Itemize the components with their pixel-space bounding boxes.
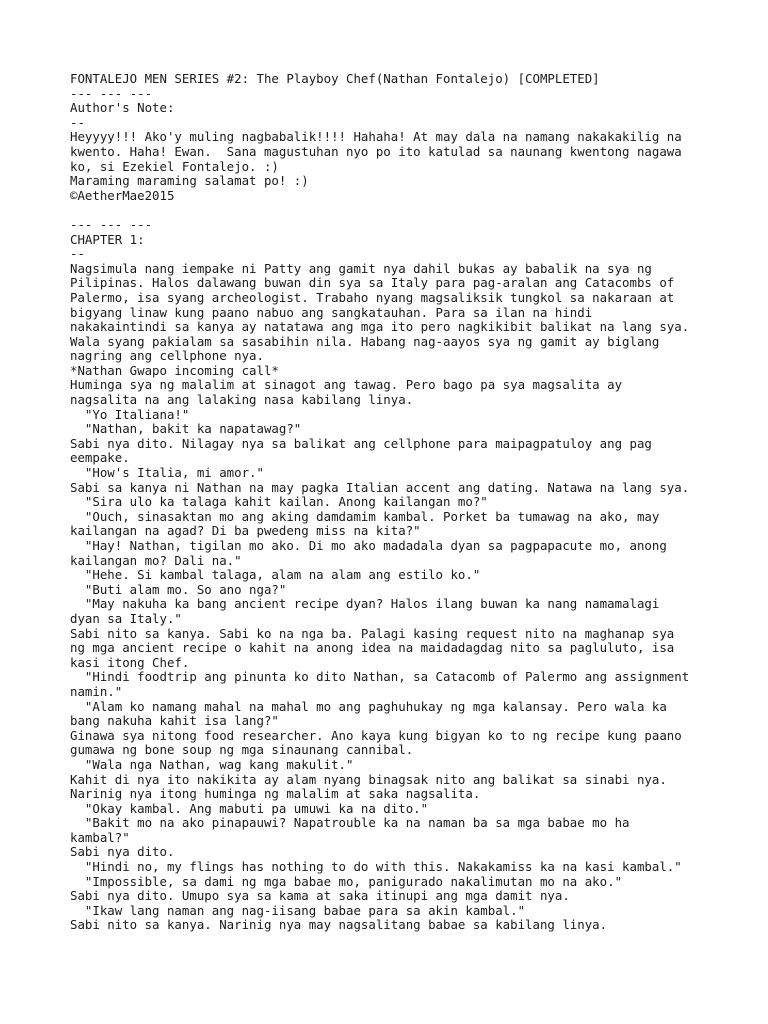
text-line: CHAPTER 1: xyxy=(70,231,145,247)
text-line: Sabi nya dito. Nilagay nya sa balikat ang cellphone para maipagpatuloy ang pag xyxy=(70,435,652,451)
text-line: Kahit di nya ito nakikita ay alam nyang binagsak nito ang balikat sa sinabi nya. xyxy=(70,771,667,787)
text-line: Narinig nya itong huminga ng malalim at saka nagsalita. xyxy=(70,786,481,802)
text-line: ng mga ancient recipe o kahit na anong idea na maidadagdag nito sa pagluluto, isa xyxy=(70,640,675,656)
text-line: dyan sa Italy." xyxy=(70,610,182,626)
text-line: "How's Italia, mi amor." xyxy=(70,465,264,481)
text-line: Nagsimula nang iempake ni Patty ang gamit nya dahil bukas ay babalik na sya ng xyxy=(70,260,652,276)
text-line: gumawa ng bone soup ng mga sinaunang cannibal. xyxy=(70,742,414,758)
text-line: Sabi nya dito. xyxy=(70,844,175,860)
text-line: *Nathan Gwapo incoming call* xyxy=(70,362,279,378)
text-line: --- --- --- xyxy=(70,216,153,232)
text-line xyxy=(70,203,750,218)
text-line: kwento. Haha! Ewan. Sana magustuhan nyo po ito katulad sa naunang kwentong nagawa xyxy=(70,143,682,159)
text-line: -- xyxy=(70,114,85,130)
text-line: nakakaintindi sa kanya ay natatawa ang mga ito pero nagkikibit balikat na lang sya. xyxy=(70,319,690,335)
text-line: "Hindi no, my flings has nothing to do with this. Nakakamiss ka na kasi kambal." xyxy=(70,859,682,875)
text-line: bigyang linaw kung paano nabuo ang sangkatauhan. Para sa ilan na hindi xyxy=(70,304,593,320)
text-line: eempake. xyxy=(70,450,130,466)
text-line: Wala syang pakialam sa sasabihin nila. Habang nag-aayos sya ng gamit ay biglang xyxy=(70,333,660,349)
text-line: Sabi nya dito. Umupo sya sa kama at saka itinupi ang mga damit nya. xyxy=(70,888,570,904)
text-line: "Sira ulo ka talaga kahit kailan. Anong kailangan mo?" xyxy=(70,494,488,510)
text-line: --- --- --- xyxy=(70,85,153,101)
text-line: kailangan mo? Dali na." xyxy=(70,552,242,568)
text-line: Ginawa sya nitong food researcher. Ano kaya kung bigyan ko to ng recipe kung paano xyxy=(70,727,682,743)
text-line: "Hehe. Si kambal talaga, alam na alam ang estilo ko." xyxy=(70,567,481,583)
text-line: "Yo Italiana!" xyxy=(70,406,190,422)
text-line: namin." xyxy=(70,683,123,699)
text-line: nagring ang cellphone nya. xyxy=(70,348,264,364)
text-line: ko, si Ezekiel Fontalejo. :) xyxy=(70,158,279,174)
text-line: "Alam ko namang mahal na mahal mo ang paghuhukay ng mga kalansay. Pero wala ka xyxy=(70,698,667,714)
text-line: "Wala nga Nathan, wag kang makulit." xyxy=(70,756,354,772)
text-line: "Buti alam mo. So ano nga?" xyxy=(70,581,287,597)
text-line: "Impossible, sa dami ng mga babae mo, panigurado nakalimutan mo na ako." xyxy=(70,873,623,889)
text-line: Huminga sya ng malalim at sinagot ang tawag. Pero bago pa sya magsalita ay xyxy=(70,377,623,393)
text-line: Sabi nito sa kanya. Sabi ko na nga ba. Palagi kasing request nito na maghanap sya xyxy=(70,625,675,641)
text-line: Author's Note: xyxy=(70,100,175,116)
text-line: FONTALEJO MEN SERIES #2: The Playboy Chef(Nathan Fontalejo) [COMPLETED] xyxy=(70,71,600,86)
text-line: "Okay kambal. Ang mabuti pa umuwi ka na dito." xyxy=(70,800,429,816)
text-line: kambal?" xyxy=(70,829,130,845)
text-line: Pilipinas. Halos dalawang buwan din sya sa Italy para pag-aralan ang Catacombs of xyxy=(70,275,675,291)
text-line: "Bakit mo na ako pinapauwi? Napatrouble ka na naman ba sa mga babae mo ha xyxy=(70,815,630,831)
text-line: "May nakuha ka bang ancient recipe dyan? Halos ilang buwan ka nang namamalagi xyxy=(70,596,660,612)
text-line: Sabi nito sa kanya. Narinig nya may nagsalitang babae sa kabilang linya. xyxy=(70,917,608,933)
text-line: kailangan na agad? Di ba pwedeng miss na kita?" xyxy=(70,523,421,539)
text-line: Maraming maraming salamat po! :) xyxy=(70,173,309,189)
text-line: kasi itong Chef. xyxy=(70,654,190,670)
document-body xyxy=(70,72,750,933)
text-line: Heyyyy!!! Ako'y muling nagbabalik!!!! Hahaha! At may dala na namang nakakakilig na xyxy=(70,129,682,145)
text-line: "Hindi foodtrip ang pinunta ko dito Nathan, sa Catacomb of Palermo ang assignment xyxy=(70,669,690,685)
text-line: "Ikaw lang naman ang nag-iisang babae para sa akin kambal." xyxy=(70,902,526,918)
text-line: ©AetherMae2015 xyxy=(70,187,175,203)
text-line: "Ouch, sinasaktan mo ang aking damdamim kambal. Porket ba tumawag na ako, may xyxy=(70,508,660,524)
text-line: "Hay! Nathan, tigilan mo ako. Di mo ako madadala dyan sa pagpapacute mo, anong xyxy=(70,538,667,553)
text-line: Sabi sa kanya ni Nathan na may pagka Italian accent ang dating. Natawa na lang sya. xyxy=(70,479,690,495)
text-line: nagsalita na ang lalaking nasa kabilang linya. xyxy=(70,392,414,408)
text-line: "Nathan, bakit ka napatawag?" xyxy=(70,421,302,437)
text-line: Palermo, isa syang archeologist. Trabaho nyang magsaliksik tungkol sa nakaraan at xyxy=(70,289,675,305)
text-line: bang nakuha kahit isa lang?" xyxy=(70,713,279,729)
text-line: -- xyxy=(70,246,85,262)
